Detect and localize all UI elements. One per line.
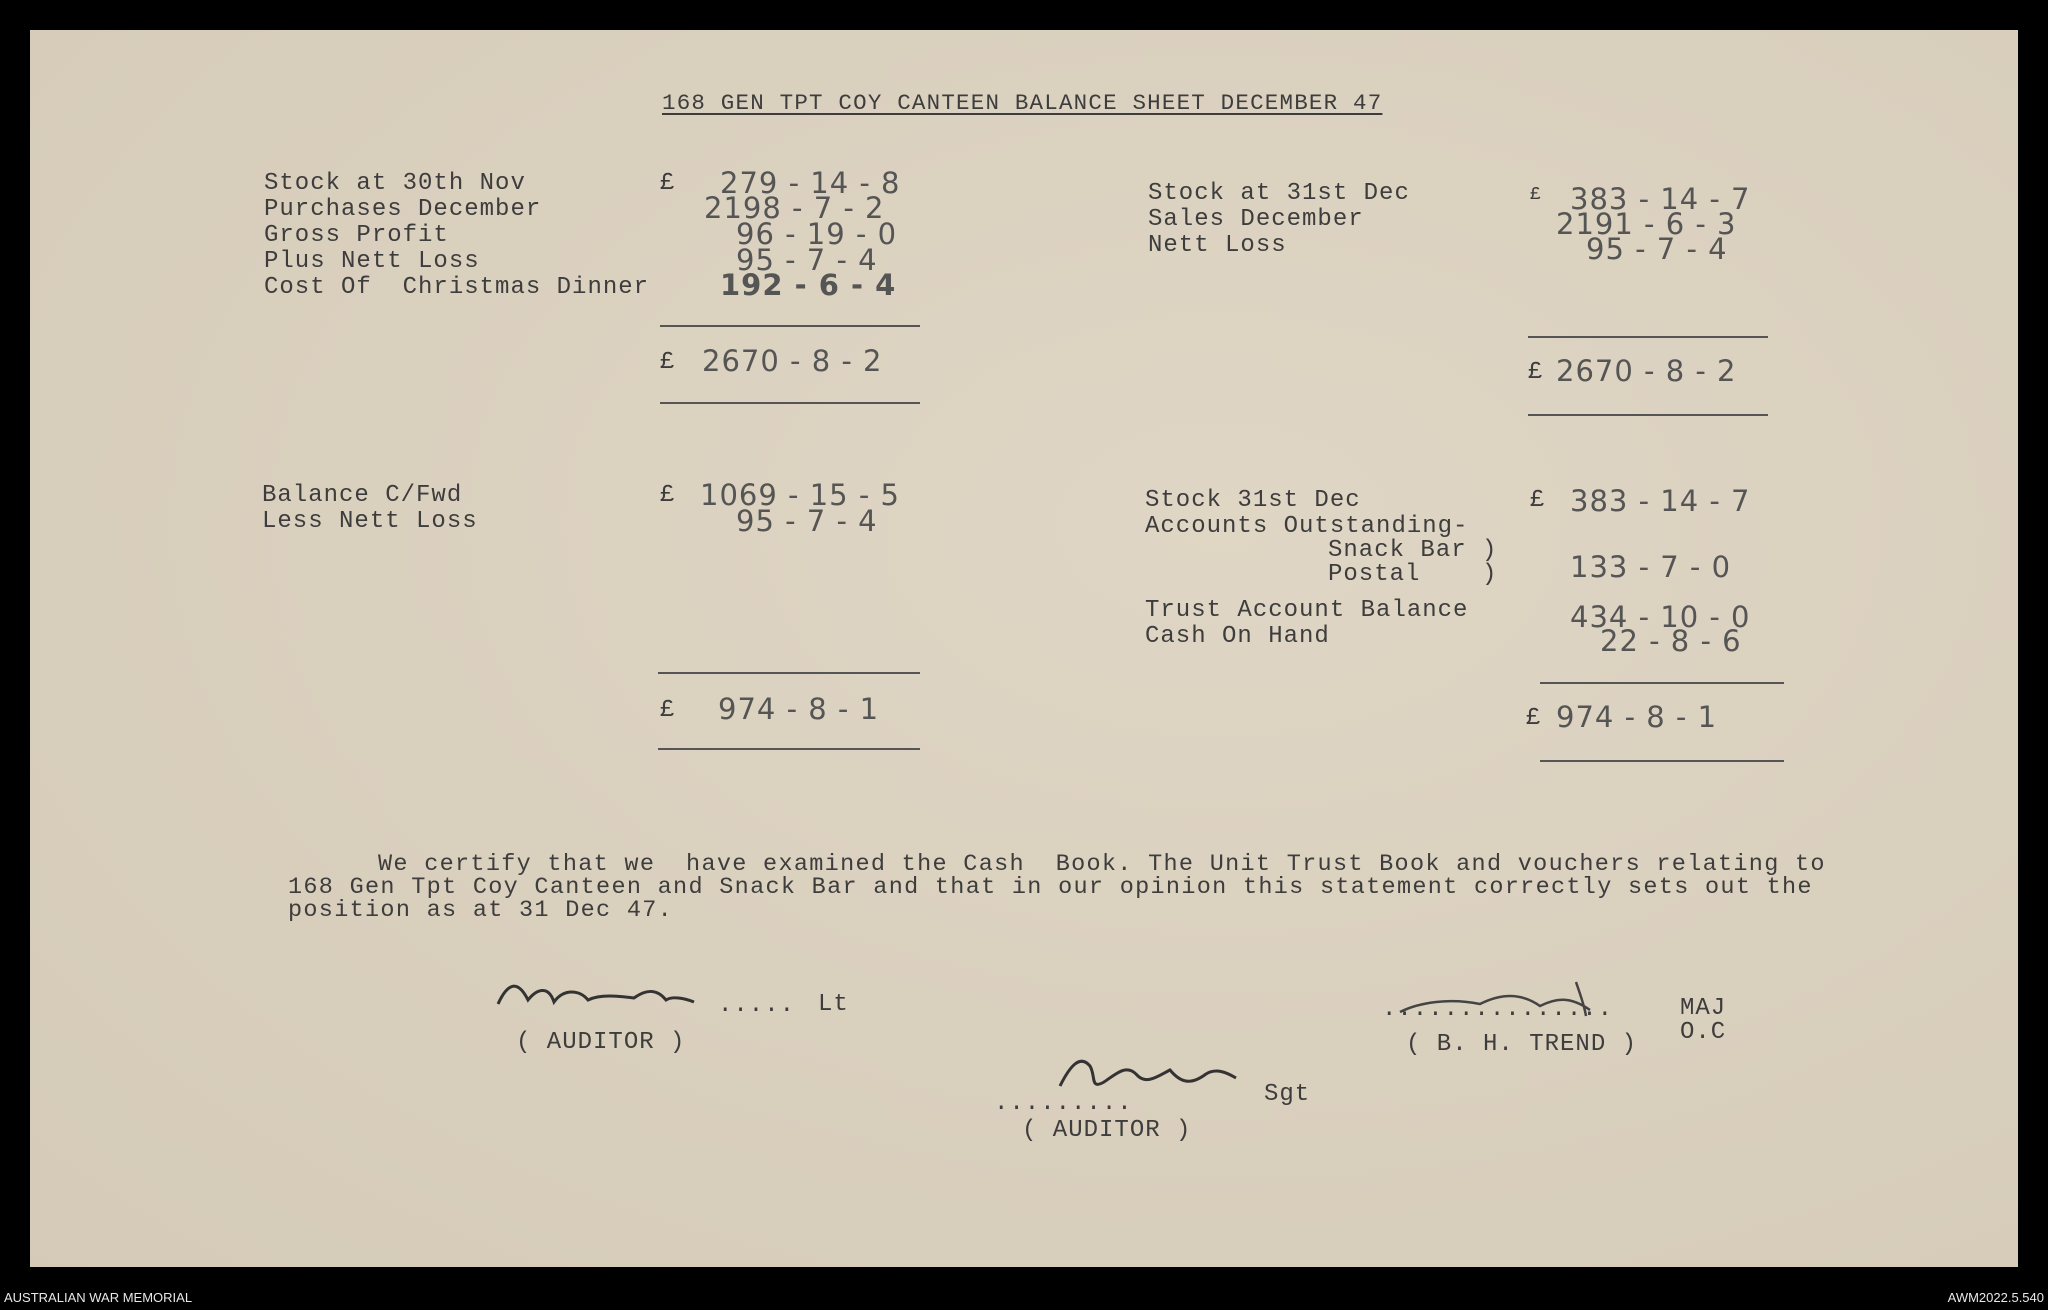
ledger-amount: 95 - 7 - 4	[1586, 232, 1728, 266]
bracket: )	[1482, 561, 1498, 588]
subtotal-rule	[660, 325, 920, 327]
ledger-label: Gross Profit	[264, 222, 449, 249]
total-rule	[1540, 760, 1784, 762]
total-rule	[658, 748, 920, 750]
ledger-label: Less Nett Loss	[262, 508, 478, 535]
certification-line: 168 Gen Tpt Coy Canteen and Snack Bar and that in our opinion this statement correctly sets out the	[288, 874, 1813, 901]
ledger-label: Plus Nett Loss	[264, 248, 480, 275]
certification-line: We certify that we have examined the Cash Book. The Unit Trust Book and vouchers relating to	[378, 851, 1826, 878]
ledger-label: Snack Bar	[1328, 537, 1467, 564]
ledger-label: Balance C/Fwd	[262, 482, 463, 509]
ledger-amount: 96 - 19 - 0	[736, 217, 898, 251]
signature-dots: .....	[718, 992, 796, 1019]
certification-statement	[288, 851, 1826, 924]
bracket: )	[1482, 537, 1498, 564]
ledger-label: Stock 31st Dec	[1145, 487, 1361, 514]
ledger-label: Accounts Outstanding-	[1145, 513, 1469, 540]
currency-symbol: £	[660, 697, 676, 724]
signature-dots: .........	[994, 1090, 1133, 1117]
ledger-amount: 383 - 14 - 7	[1570, 182, 1751, 216]
currency-symbol: £	[660, 349, 676, 376]
ledger-label: Purchases December	[264, 196, 542, 223]
signature-rank: Lt	[818, 991, 849, 1018]
currency-symbol: £	[1530, 185, 1542, 205]
currency-symbol: £	[1526, 705, 1542, 732]
ledger-total: 2670 - 8 - 2	[1556, 354, 1737, 388]
ledger-amount: 2198 - 7 - 2	[704, 191, 885, 225]
ledger-amount: 95 - 7 - 4	[736, 504, 878, 538]
ledger-amount: 2191 - 6 - 3	[1556, 207, 1737, 241]
total-rule	[660, 402, 920, 404]
currency-symbol: £	[1530, 487, 1546, 514]
currency-symbol: £	[660, 170, 676, 197]
signature-rank: Sgt	[1264, 1081, 1311, 1108]
ledger-total: 974 - 8 - 1	[718, 692, 880, 726]
subtotal-rule	[1528, 336, 1768, 338]
ledger-amount: 192 - 6 - 4	[720, 268, 897, 302]
ledger-label: Nett Loss	[1148, 232, 1287, 259]
ledger-label: Stock at 31st Dec	[1148, 180, 1410, 207]
ledger-total: 974 - 8 - 1	[1556, 700, 1718, 734]
signature-role: ( AUDITOR )	[516, 1029, 686, 1056]
ledger-label: Postal	[1328, 561, 1421, 588]
ledger-label: Cost Of Christmas Dinner	[264, 274, 650, 301]
signature-dots: ...............	[1382, 996, 1614, 1023]
total-rule	[1528, 414, 1768, 416]
subtotal-rule	[1540, 682, 1784, 684]
signature-role: ( AUDITOR )	[1022, 1117, 1192, 1144]
ledger-amount: 95 - 7 - 4	[736, 243, 878, 277]
ledger-label: Cash On Hand	[1145, 623, 1330, 650]
ledger-label: Stock at 30th Nov	[264, 170, 526, 197]
ledger-amount: 279 - 14 - 8	[720, 166, 901, 200]
signature-title: O.C	[1680, 1019, 1727, 1046]
ledger-amount: 434 - 10 - 0	[1570, 600, 1751, 634]
ledger-label: Trust Account Balance	[1145, 597, 1469, 624]
document-title: 168 GEN TPT COY CANTEEN BALANCE SHEET DECEMBER 47	[662, 90, 1383, 116]
ledger-amount: 383 - 14 - 7	[1570, 484, 1751, 518]
signature-name: ( B. H. TREND )	[1406, 1031, 1638, 1058]
document-page	[30, 30, 2018, 1267]
ledger-amount: 133 - 7 - 0	[1570, 550, 1732, 584]
footer-catalogue-id: AWM2022.5.540	[1947, 1290, 2044, 1305]
ledger-amount: 1069 - 15 - 5	[700, 478, 900, 512]
currency-symbol: £	[1528, 359, 1544, 386]
subtotal-rule	[658, 672, 920, 674]
currency-symbol: £	[660, 482, 676, 509]
footer-source: AUSTRALIAN WAR MEMORIAL	[4, 1290, 193, 1305]
ledger-total: 2670 - 8 - 2	[702, 344, 883, 378]
signature-rank: MAJ	[1680, 995, 1727, 1022]
certification-line: position as at 31 Dec 47.	[288, 897, 674, 924]
ledger-label: Sales December	[1148, 206, 1364, 233]
ledger-amount: 22 - 8 - 6	[1600, 624, 1742, 658]
